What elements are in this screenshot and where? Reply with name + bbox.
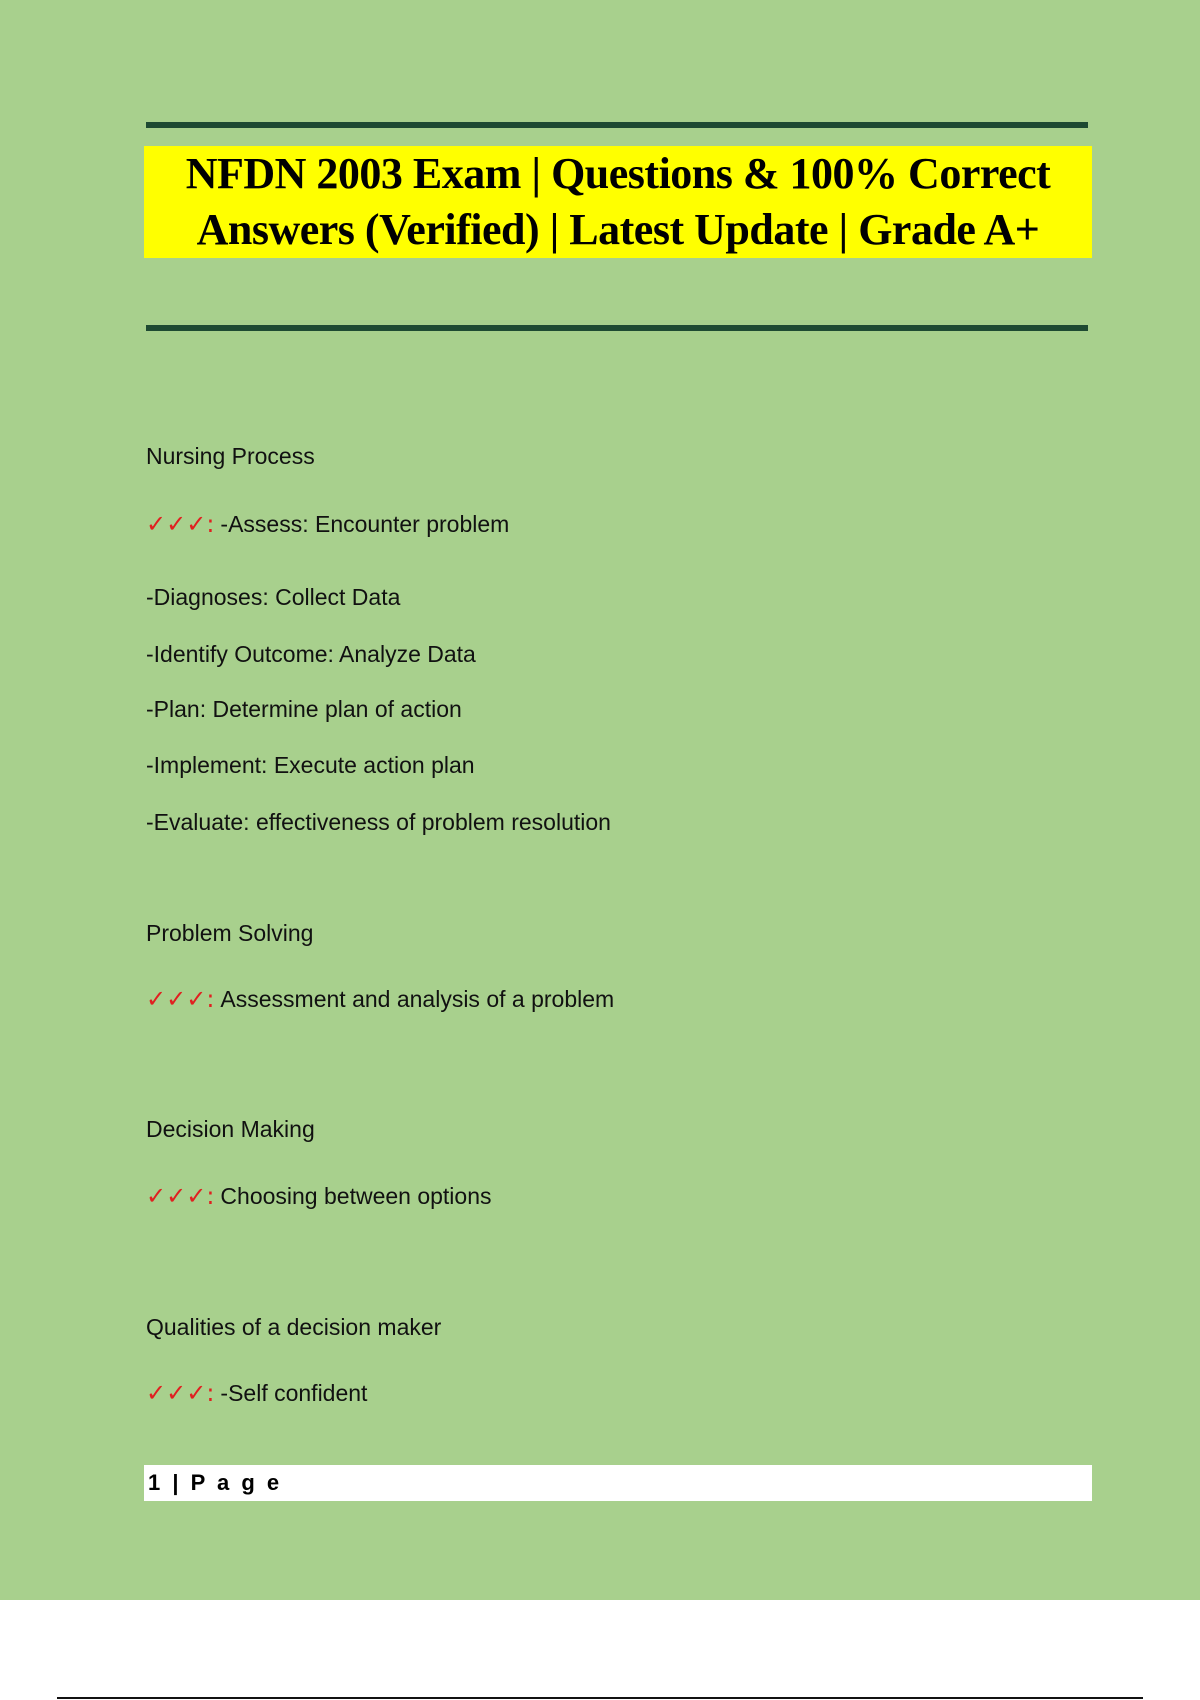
title-line-1: NFDN 2003 Exam | Questions & 100% Correct [185,149,1051,198]
title-banner [144,146,1092,258]
question-heading: Qualities of a decision maker [146,1314,442,1340]
answer-text: Choosing between options [220,1183,492,1209]
answer-text: -Self confident [220,1380,368,1406]
top-divider [146,122,1088,128]
bottom-divider [146,325,1088,331]
question-heading: Nursing Process [146,443,315,469]
next-page-edge [57,1697,1143,1699]
page-footer [144,1465,1092,1501]
title-line-2: Answers (Verified) | Latest Update | Grade A+ [196,205,1040,254]
checkmark-icon: ✓✓✓: [146,1182,215,1210]
answer-line: -Identify Outcome: Analyze Data [146,641,476,667]
answer-row [146,1378,367,1408]
checkmark-icon: ✓✓✓: [146,510,215,538]
checkmark-icon: ✓✓✓: [146,1379,215,1407]
answer-line: -Evaluate: effectiveness of problem resolution [146,809,611,835]
question-heading: Problem Solving [146,920,314,946]
answer-row [146,984,614,1014]
answer-row [146,509,509,539]
answer-line: -Diagnoses: Collect Data [146,584,401,610]
answer-row [146,1181,492,1211]
answer-text: Assessment and analysis of a problem [220,986,615,1012]
page-number: 1 | P a g e [148,1470,283,1495]
answer-line: -Plan: Determine plan of action [146,696,462,722]
answer-line: -Implement: Execute action plan [146,752,475,778]
question-heading: Decision Making [146,1116,315,1142]
answer-text: -Assess: Encounter problem [220,511,510,537]
checkmark-icon: ✓✓✓: [146,985,215,1013]
